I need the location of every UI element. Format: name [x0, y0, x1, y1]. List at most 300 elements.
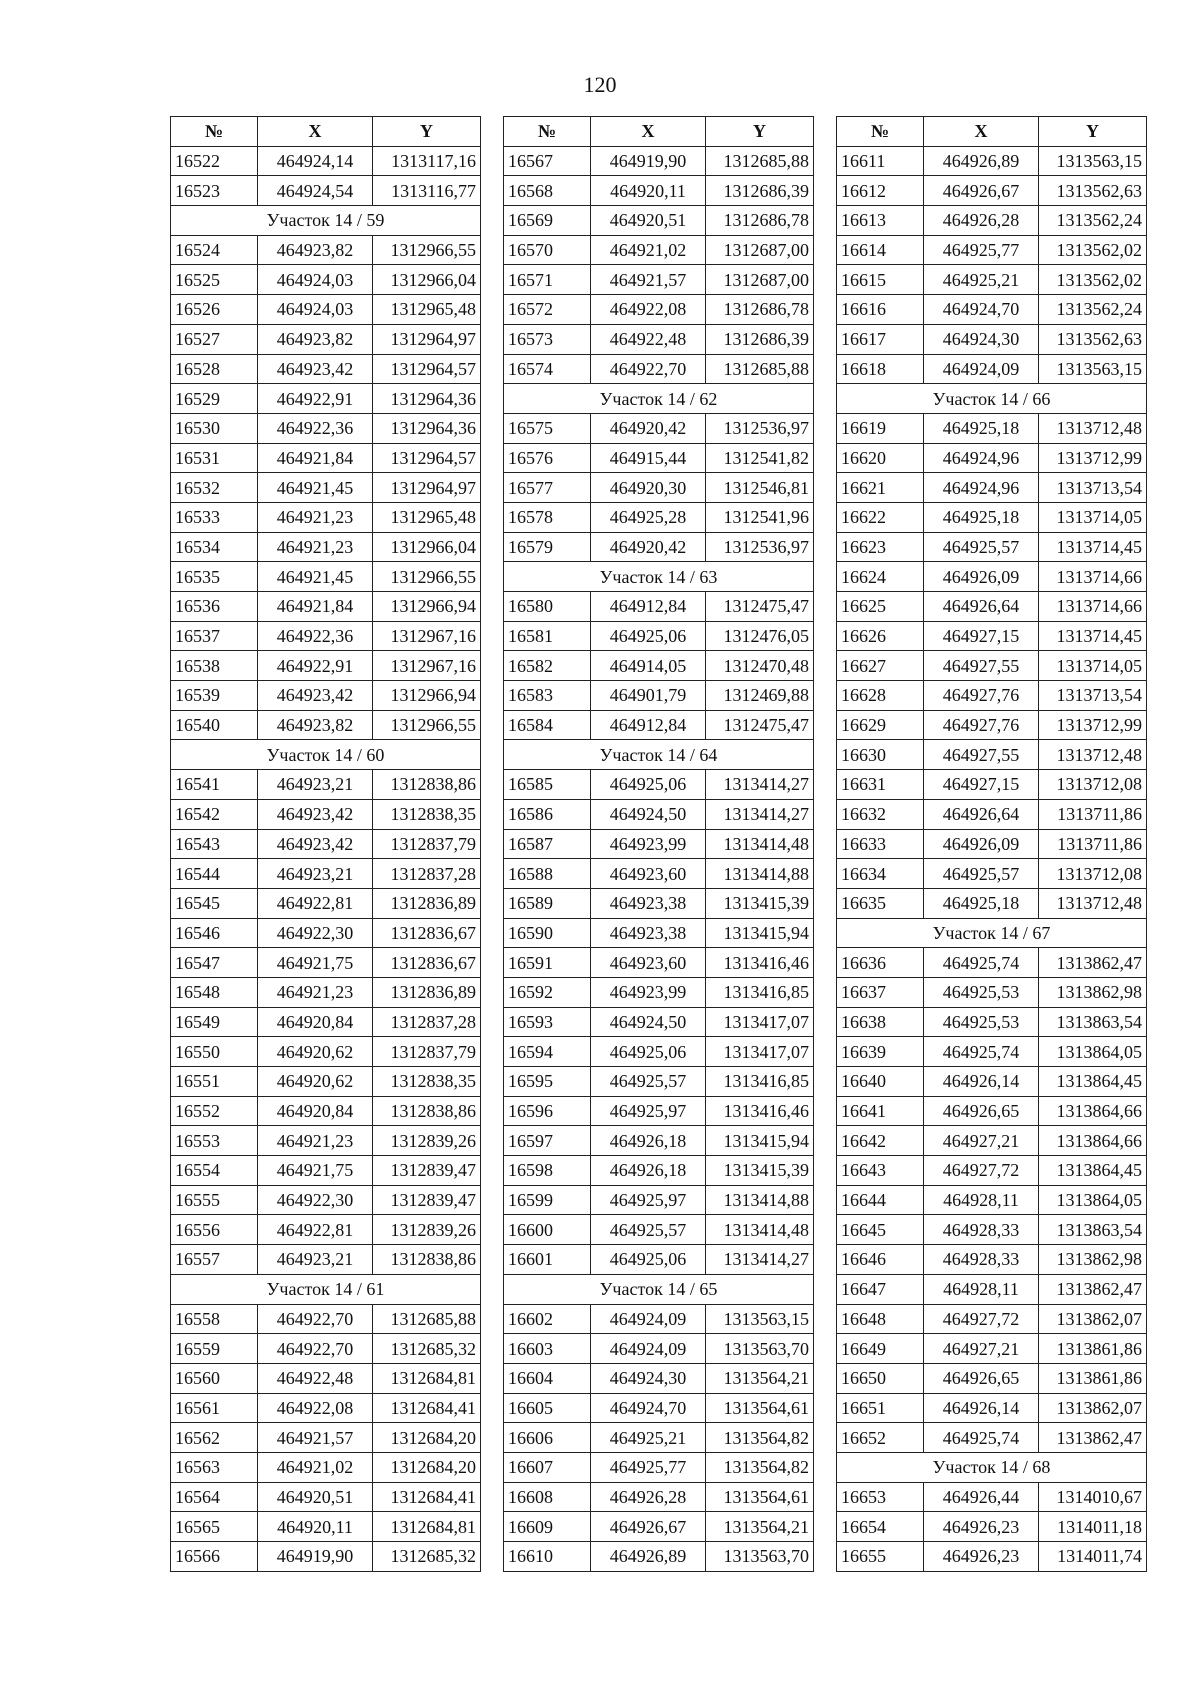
- x-coordinate-cell: 464920,42: [591, 532, 706, 562]
- y-coordinate-cell: 1313116,77: [373, 176, 481, 206]
- point-number-cell: 16577: [504, 473, 591, 503]
- table-row: [504, 1363, 814, 1393]
- table-header-row: [171, 117, 481, 147]
- y-coordinate-cell: 1312836,67: [373, 918, 481, 948]
- point-number-cell: 16640: [837, 1067, 924, 1097]
- table-row: [504, 206, 814, 236]
- header-y: Y: [1039, 117, 1147, 147]
- table-row: [504, 1512, 814, 1542]
- x-coordinate-cell: 464925,97: [591, 1096, 706, 1126]
- x-coordinate-cell: 464923,42: [258, 829, 373, 859]
- table-row: [837, 354, 1147, 384]
- y-coordinate-cell: 1312838,35: [373, 1067, 481, 1097]
- point-number-cell: 16652: [837, 1423, 924, 1453]
- table-row: [504, 1126, 814, 1156]
- point-number-cell: 16642: [837, 1126, 924, 1156]
- point-number-cell: 16522: [171, 146, 258, 176]
- point-number-cell: 16591: [504, 948, 591, 978]
- y-coordinate-cell: 1313864,05: [1039, 1037, 1147, 1067]
- table-row: [171, 1007, 481, 1037]
- x-coordinate-cell: 464926,67: [591, 1512, 706, 1542]
- table-row: [171, 473, 481, 503]
- point-number-cell: 16578: [504, 502, 591, 532]
- table-row: [504, 859, 814, 889]
- table-row: [837, 443, 1147, 473]
- table-row: [171, 146, 481, 176]
- table-row: [504, 829, 814, 859]
- point-number-cell: 16544: [171, 859, 258, 889]
- y-coordinate-cell: 1312837,28: [373, 859, 481, 889]
- table-row: [171, 948, 481, 978]
- x-coordinate-cell: 464923,82: [258, 324, 373, 354]
- point-number-cell: 16581: [504, 621, 591, 651]
- point-number-cell: 16646: [837, 1245, 924, 1275]
- y-coordinate-cell: 1312686,78: [706, 206, 814, 236]
- table-row: [504, 146, 814, 176]
- table-row: [504, 295, 814, 325]
- point-number-cell: 16542: [171, 799, 258, 829]
- y-coordinate-cell: 1313563,70: [706, 1542, 814, 1572]
- y-coordinate-cell: 1313862,07: [1039, 1304, 1147, 1334]
- y-coordinate-cell: 1313562,24: [1039, 295, 1147, 325]
- table-row: [837, 977, 1147, 1007]
- table-row: [837, 502, 1147, 532]
- y-coordinate-cell: 1312964,97: [373, 324, 481, 354]
- x-coordinate-cell: 464914,05: [591, 651, 706, 681]
- table-row: [837, 562, 1147, 592]
- y-coordinate-cell: 1313713,54: [1039, 473, 1147, 503]
- y-coordinate-cell: 1313863,54: [1039, 1007, 1147, 1037]
- y-coordinate-cell: 1312684,81: [373, 1363, 481, 1393]
- point-number-cell: 16527: [171, 324, 258, 354]
- table-row: [171, 1215, 481, 1245]
- table-row: [837, 651, 1147, 681]
- table-row: [171, 384, 481, 414]
- point-number-cell: 16588: [504, 859, 591, 889]
- table-row: [171, 681, 481, 711]
- x-coordinate-cell: 464925,74: [924, 1423, 1039, 1453]
- table-row: [171, 888, 481, 918]
- table-row: [837, 413, 1147, 443]
- point-number-cell: 16579: [504, 532, 591, 562]
- point-number-cell: 16529: [171, 384, 258, 414]
- x-coordinate-cell: 464926,64: [924, 592, 1039, 622]
- table-row: [171, 799, 481, 829]
- x-coordinate-cell: 464922,81: [258, 1215, 373, 1245]
- table-row: [837, 859, 1147, 889]
- table-row: [504, 888, 814, 918]
- y-coordinate-cell: 1313864,05: [1039, 1185, 1147, 1215]
- x-coordinate-cell: 464925,74: [924, 1037, 1039, 1067]
- x-coordinate-cell: 464922,30: [258, 1185, 373, 1215]
- y-coordinate-cell: 1313564,82: [706, 1423, 814, 1453]
- point-number-cell: 16569: [504, 206, 591, 236]
- y-coordinate-cell: 1312541,82: [706, 443, 814, 473]
- point-number-cell: 16563: [171, 1452, 258, 1482]
- y-coordinate-cell: 1313562,63: [1039, 176, 1147, 206]
- section-row: [837, 1452, 1147, 1482]
- table-row: [504, 681, 814, 711]
- x-coordinate-cell: 464924,96: [924, 473, 1039, 503]
- x-coordinate-cell: 464927,55: [924, 740, 1039, 770]
- y-coordinate-cell: 1313714,66: [1039, 562, 1147, 592]
- point-number-cell: 16561: [171, 1393, 258, 1423]
- x-coordinate-cell: 464927,76: [924, 710, 1039, 740]
- x-coordinate-cell: 464922,70: [258, 1334, 373, 1364]
- y-coordinate-cell: 1313864,66: [1039, 1096, 1147, 1126]
- table-row: [837, 1067, 1147, 1097]
- point-number-cell: 16609: [504, 1512, 591, 1542]
- point-number-cell: 16543: [171, 829, 258, 859]
- point-number-cell: 16613: [837, 206, 924, 236]
- y-coordinate-cell: 1313563,70: [706, 1334, 814, 1364]
- table-row: [171, 562, 481, 592]
- x-coordinate-cell: 464920,84: [258, 1096, 373, 1126]
- point-number-cell: 16528: [171, 354, 258, 384]
- table-row: [171, 1156, 481, 1186]
- table-row: [837, 888, 1147, 918]
- y-coordinate-cell: 1313712,48: [1039, 888, 1147, 918]
- point-number-cell: 16557: [171, 1245, 258, 1275]
- section-label: Участок 14 / 59: [171, 206, 481, 236]
- table-row: [504, 1156, 814, 1186]
- section-row: [837, 918, 1147, 948]
- x-coordinate-cell: 464922,70: [591, 354, 706, 384]
- y-coordinate-cell: 1313414,48: [706, 1215, 814, 1245]
- y-coordinate-cell: 1312684,81: [373, 1512, 481, 1542]
- table-row: [837, 948, 1147, 978]
- point-number-cell: 16628: [837, 681, 924, 711]
- x-coordinate-cell: 464921,23: [258, 502, 373, 532]
- point-number-cell: 16590: [504, 918, 591, 948]
- point-number-cell: 16540: [171, 710, 258, 740]
- table-row: [171, 1423, 481, 1453]
- y-coordinate-cell: 1312685,88: [706, 354, 814, 384]
- table-row: [171, 1245, 481, 1275]
- table-row: [837, 1334, 1147, 1364]
- table-row: [171, 265, 481, 295]
- table-row: [837, 1393, 1147, 1423]
- x-coordinate-cell: 464922,91: [258, 384, 373, 414]
- point-number-cell: 16639: [837, 1037, 924, 1067]
- x-coordinate-cell: 464923,42: [258, 799, 373, 829]
- table-row: [171, 859, 481, 889]
- table-header-row: [837, 117, 1147, 147]
- table-row: [171, 324, 481, 354]
- x-coordinate-cell: 464924,30: [591, 1363, 706, 1393]
- point-number-cell: 16618: [837, 354, 924, 384]
- y-coordinate-cell: 1312475,47: [706, 592, 814, 622]
- table-row: [171, 176, 481, 206]
- x-coordinate-cell: 464921,57: [591, 265, 706, 295]
- y-coordinate-cell: 1313415,94: [706, 918, 814, 948]
- coordinates-table-right: [836, 116, 1147, 1572]
- point-number-cell: 16596: [504, 1096, 591, 1126]
- point-number-cell: 16617: [837, 324, 924, 354]
- y-coordinate-cell: 1312475,47: [706, 710, 814, 740]
- table-row: [171, 710, 481, 740]
- table-row: [504, 1482, 814, 1512]
- x-coordinate-cell: 464926,64: [924, 799, 1039, 829]
- y-coordinate-cell: 1313562,02: [1039, 265, 1147, 295]
- y-coordinate-cell: 1312837,79: [373, 1037, 481, 1067]
- header-x: X: [924, 117, 1039, 147]
- point-number-cell: 16647: [837, 1274, 924, 1304]
- y-coordinate-cell: 1313714,45: [1039, 621, 1147, 651]
- x-coordinate-cell: 464921,84: [258, 443, 373, 473]
- x-coordinate-cell: 464925,57: [591, 1067, 706, 1097]
- x-coordinate-cell: 464926,65: [924, 1096, 1039, 1126]
- point-number-cell: 16532: [171, 473, 258, 503]
- x-coordinate-cell: 464921,23: [258, 977, 373, 1007]
- y-coordinate-cell: 1313711,86: [1039, 799, 1147, 829]
- point-number-cell: 16582: [504, 651, 591, 681]
- table-row: [504, 1304, 814, 1334]
- y-coordinate-cell: 1313564,61: [706, 1482, 814, 1512]
- y-coordinate-cell: 1312967,16: [373, 621, 481, 651]
- x-coordinate-cell: 464920,84: [258, 1007, 373, 1037]
- point-number-cell: 16601: [504, 1245, 591, 1275]
- point-number-cell: 16574: [504, 354, 591, 384]
- y-coordinate-cell: 1313714,66: [1039, 592, 1147, 622]
- header-x: X: [258, 117, 373, 147]
- point-number-cell: 16556: [171, 1215, 258, 1245]
- point-number-cell: 16655: [837, 1542, 924, 1572]
- header-y: Y: [706, 117, 814, 147]
- y-coordinate-cell: 1313861,86: [1039, 1363, 1147, 1393]
- table-row: [837, 799, 1147, 829]
- x-coordinate-cell: 464921,45: [258, 562, 373, 592]
- table-row: [837, 592, 1147, 622]
- point-number-cell: 16615: [837, 265, 924, 295]
- section-label: Участок 14 / 60: [171, 740, 481, 770]
- point-number-cell: 16612: [837, 176, 924, 206]
- y-coordinate-cell: 1312836,89: [373, 888, 481, 918]
- y-coordinate-cell: 1312966,94: [373, 681, 481, 711]
- x-coordinate-cell: 464921,84: [258, 592, 373, 622]
- point-number-cell: 16602: [504, 1304, 591, 1334]
- point-number-cell: 16644: [837, 1185, 924, 1215]
- table-row: [504, 502, 814, 532]
- x-coordinate-cell: 464926,44: [924, 1482, 1039, 1512]
- section-row: [504, 740, 814, 770]
- y-coordinate-cell: 1313714,05: [1039, 651, 1147, 681]
- section-label: Участок 14 / 65: [504, 1274, 814, 1304]
- x-coordinate-cell: 464924,70: [591, 1393, 706, 1423]
- y-coordinate-cell: 1312685,88: [373, 1304, 481, 1334]
- table-row: [504, 1542, 814, 1572]
- table-row: [837, 710, 1147, 740]
- point-number-cell: 16636: [837, 948, 924, 978]
- table-row: [171, 443, 481, 473]
- point-number-cell: 16566: [171, 1542, 258, 1572]
- y-coordinate-cell: 1312686,78: [706, 295, 814, 325]
- table-row: [837, 1037, 1147, 1067]
- y-coordinate-cell: 1312536,97: [706, 413, 814, 443]
- y-coordinate-cell: 1312836,89: [373, 977, 481, 1007]
- table-row: [171, 1126, 481, 1156]
- x-coordinate-cell: 464925,53: [924, 977, 1039, 1007]
- y-coordinate-cell: 1313712,48: [1039, 413, 1147, 443]
- point-number-cell: 16637: [837, 977, 924, 1007]
- x-coordinate-cell: 464925,28: [591, 502, 706, 532]
- y-coordinate-cell: 1312964,36: [373, 384, 481, 414]
- x-coordinate-cell: 464920,51: [258, 1482, 373, 1512]
- point-number-cell: 16631: [837, 770, 924, 800]
- point-number-cell: 16593: [504, 1007, 591, 1037]
- x-coordinate-cell: 464923,21: [258, 1245, 373, 1275]
- table-row: [837, 740, 1147, 770]
- y-coordinate-cell: 1312837,28: [373, 1007, 481, 1037]
- point-number-cell: 16586: [504, 799, 591, 829]
- table-row: [171, 1393, 481, 1423]
- x-coordinate-cell: 464925,77: [924, 235, 1039, 265]
- point-number-cell: 16583: [504, 681, 591, 711]
- point-number-cell: 16610: [504, 1542, 591, 1572]
- y-coordinate-cell: 1312965,48: [373, 502, 481, 532]
- table-row: [504, 1393, 814, 1423]
- point-number-cell: 16611: [837, 146, 924, 176]
- x-coordinate-cell: 464926,28: [924, 206, 1039, 236]
- x-coordinate-cell: 464925,18: [924, 502, 1039, 532]
- y-coordinate-cell: 1313414,27: [706, 770, 814, 800]
- x-coordinate-cell: 464927,15: [924, 770, 1039, 800]
- y-coordinate-cell: 1313564,21: [706, 1512, 814, 1542]
- point-number-cell: 16564: [171, 1482, 258, 1512]
- point-number-cell: 16599: [504, 1185, 591, 1215]
- table-row: [504, 710, 814, 740]
- y-coordinate-cell: 1313712,08: [1039, 770, 1147, 800]
- table-row: [171, 651, 481, 681]
- point-number-cell: 16600: [504, 1215, 591, 1245]
- page-number: 120: [583, 72, 617, 97]
- y-coordinate-cell: 1313862,98: [1039, 1245, 1147, 1275]
- table-row: [504, 354, 814, 384]
- x-coordinate-cell: 464912,84: [591, 592, 706, 622]
- y-coordinate-cell: 1313417,07: [706, 1037, 814, 1067]
- header-y: Y: [373, 117, 481, 147]
- point-number-cell: 16638: [837, 1007, 924, 1037]
- x-coordinate-cell: 464922,81: [258, 888, 373, 918]
- x-coordinate-cell: 464925,77: [591, 1452, 706, 1482]
- x-coordinate-cell: 464927,72: [924, 1156, 1039, 1186]
- x-coordinate-cell: 464925,21: [924, 265, 1039, 295]
- table-row: [837, 1126, 1147, 1156]
- x-coordinate-cell: 464926,14: [924, 1393, 1039, 1423]
- point-number-cell: 16598: [504, 1156, 591, 1186]
- table-row: [837, 1512, 1147, 1542]
- x-coordinate-cell: 464919,90: [258, 1542, 373, 1572]
- table-row: [171, 829, 481, 859]
- y-coordinate-cell: 1313414,27: [706, 1245, 814, 1275]
- y-coordinate-cell: 1313414,88: [706, 859, 814, 889]
- x-coordinate-cell: 464926,65: [924, 1363, 1039, 1393]
- x-coordinate-cell: 464925,18: [924, 888, 1039, 918]
- point-number-cell: 16648: [837, 1304, 924, 1334]
- x-coordinate-cell: 464915,44: [591, 443, 706, 473]
- table-row: [504, 799, 814, 829]
- point-number-cell: 16525: [171, 265, 258, 295]
- y-coordinate-cell: 1313416,46: [706, 1096, 814, 1126]
- point-number-cell: 16541: [171, 770, 258, 800]
- y-coordinate-cell: 1312476,05: [706, 621, 814, 651]
- point-number-cell: 16530: [171, 413, 258, 443]
- x-coordinate-cell: 464901,79: [591, 681, 706, 711]
- table-row: [837, 176, 1147, 206]
- table-row: [837, 1007, 1147, 1037]
- y-coordinate-cell: 1313417,07: [706, 1007, 814, 1037]
- x-coordinate-cell: 464920,11: [258, 1512, 373, 1542]
- x-coordinate-cell: 464925,06: [591, 621, 706, 651]
- y-coordinate-cell: 1313562,24: [1039, 206, 1147, 236]
- point-number-cell: 16539: [171, 681, 258, 711]
- point-number-cell: 16605: [504, 1393, 591, 1423]
- x-coordinate-cell: 464920,11: [591, 176, 706, 206]
- x-coordinate-cell: 464924,09: [591, 1304, 706, 1334]
- point-number-cell: 16576: [504, 443, 591, 473]
- x-coordinate-cell: 464921,02: [258, 1452, 373, 1482]
- x-coordinate-cell: 464920,62: [258, 1037, 373, 1067]
- point-number-cell: 16632: [837, 799, 924, 829]
- x-coordinate-cell: 464927,21: [924, 1334, 1039, 1364]
- table-row: [171, 1037, 481, 1067]
- section-row: [837, 384, 1147, 414]
- y-coordinate-cell: 1314010,67: [1039, 1482, 1147, 1512]
- y-coordinate-cell: 1312966,04: [373, 265, 481, 295]
- y-coordinate-cell: 1313414,48: [706, 829, 814, 859]
- point-number-cell: 16580: [504, 592, 591, 622]
- table-row: [837, 1542, 1147, 1572]
- y-coordinate-cell: 1313414,27: [706, 799, 814, 829]
- y-coordinate-cell: 1312837,79: [373, 829, 481, 859]
- x-coordinate-cell: 464922,08: [591, 295, 706, 325]
- point-number-cell: 16524: [171, 235, 258, 265]
- x-coordinate-cell: 464925,97: [591, 1185, 706, 1215]
- x-coordinate-cell: 464924,96: [924, 443, 1039, 473]
- point-number-cell: 16531: [171, 443, 258, 473]
- x-coordinate-cell: 464923,99: [591, 829, 706, 859]
- table-row: [504, 1007, 814, 1037]
- header-number: №: [837, 117, 924, 147]
- x-coordinate-cell: 464926,23: [924, 1512, 1039, 1542]
- x-coordinate-cell: 464924,50: [591, 1007, 706, 1037]
- x-coordinate-cell: 464928,33: [924, 1245, 1039, 1275]
- y-coordinate-cell: 1313714,45: [1039, 532, 1147, 562]
- table-row: [171, 770, 481, 800]
- x-coordinate-cell: 464927,76: [924, 681, 1039, 711]
- point-number-cell: 16606: [504, 1423, 591, 1453]
- table-row: [504, 1185, 814, 1215]
- y-coordinate-cell: 1313864,45: [1039, 1067, 1147, 1097]
- table-row: [837, 1215, 1147, 1245]
- table-row: [504, 1037, 814, 1067]
- point-number-cell: 16621: [837, 473, 924, 503]
- point-number-cell: 16603: [504, 1334, 591, 1364]
- y-coordinate-cell: 1314011,74: [1039, 1542, 1147, 1572]
- x-coordinate-cell: 464924,03: [258, 265, 373, 295]
- x-coordinate-cell: 464928,11: [924, 1185, 1039, 1215]
- point-number-cell: 16575: [504, 413, 591, 443]
- table-row: [504, 235, 814, 265]
- point-number-cell: 16604: [504, 1363, 591, 1393]
- header-x: X: [591, 117, 706, 147]
- x-coordinate-cell: 464912,84: [591, 710, 706, 740]
- x-coordinate-cell: 464925,57: [924, 859, 1039, 889]
- y-coordinate-cell: 1313862,07: [1039, 1393, 1147, 1423]
- x-coordinate-cell: 464922,36: [258, 621, 373, 651]
- point-number-cell: 16620: [837, 443, 924, 473]
- point-number-cell: 16614: [837, 235, 924, 265]
